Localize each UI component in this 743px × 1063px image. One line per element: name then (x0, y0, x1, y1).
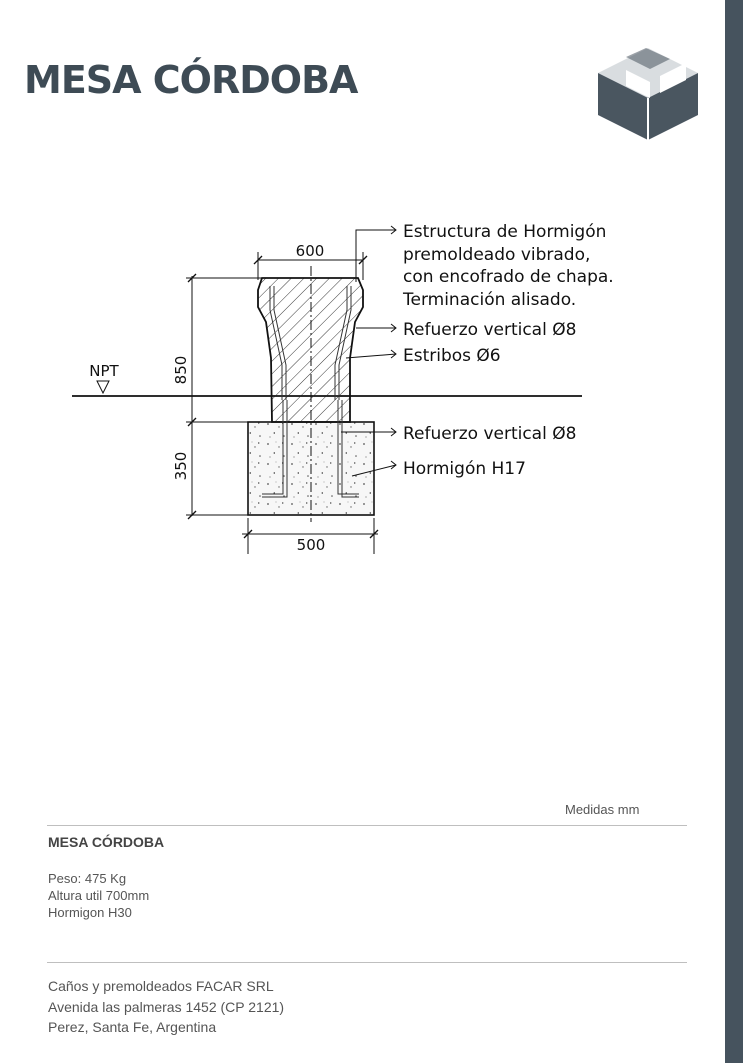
company-logo-icon (598, 48, 698, 140)
technical-drawing (0, 200, 720, 570)
callout-concrete: Hormigón H17 (403, 459, 526, 479)
spec-weight: Peso: 475 Kg (48, 871, 127, 886)
spec-list (48, 870, 149, 921)
callout-structure-line-1: Estructura de Hormigón (403, 222, 607, 242)
divider-bottom (47, 962, 687, 963)
info-title: MESA CÓRDOBA (48, 834, 165, 850)
page-title: MESA CÓRDOBA (24, 58, 358, 102)
company-address: Avenida las palmeras 1452 (CP 2121) (48, 998, 285, 1015)
units-note: Medidas mm (565, 802, 640, 817)
callout-structure-line-2: premoldeado vibrado, (403, 245, 591, 265)
callout-structure-line-3: con encofrado de chapa. (403, 267, 614, 287)
callout-vertical-reinforcement-top: Refuerzo vertical Ø8 (403, 320, 577, 340)
callout-stirrups: Estribos Ø6 (403, 346, 501, 366)
company-info (48, 976, 284, 1038)
dimension-top-width: 600 (295, 242, 325, 260)
callout-structure-line-4: Terminación alisado. (403, 290, 577, 310)
company-location: Perez, Santa Fe, Argentina (48, 1019, 217, 1035)
company-name: Caños y premoldeados FACAR SRL (48, 978, 274, 994)
dimension-lower-height: 350 (172, 451, 190, 481)
divider-top (47, 825, 687, 826)
spec-height: Altura util 700mm (48, 888, 150, 903)
dimension-bottom-width: 500 (296, 536, 326, 554)
npt-label: NPT (89, 362, 119, 380)
dimension-upper-height: 850 (172, 355, 190, 385)
callout-vertical-reinforcement-bottom: Refuerzo vertical Ø8 (403, 424, 577, 444)
side-accent-bar (725, 0, 743, 1063)
level-marker-icon (97, 381, 109, 393)
spec-concrete: Hormigon H30 (48, 905, 132, 920)
